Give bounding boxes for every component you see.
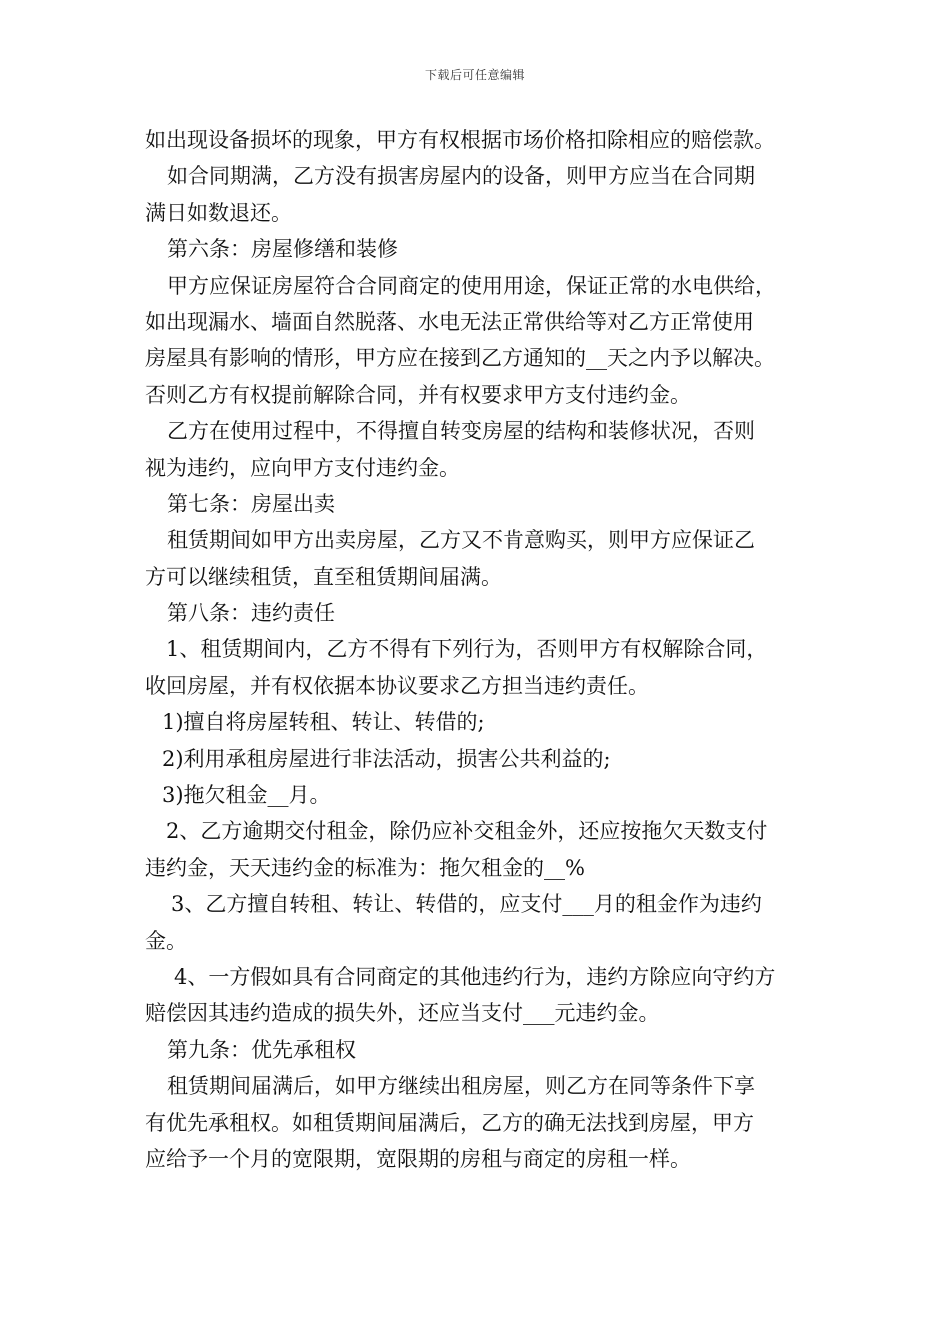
document-body [145,122,835,1177]
section-heading: 第七条：房屋出卖 [167,491,335,516]
paragraph-line: 违约金，天天违约金的标准为：拖欠租金的__% [145,855,585,880]
paragraph-line: 租赁期间如甲方出卖房屋，乙方又不肯意购买，则甲方应保证乙 [167,528,755,553]
section-heading: 第六条：房屋修缮和装修 [167,237,398,262]
paragraph-line: 应给予一个月的宽限期，宽限期的房租与商定的房租一样。 [145,1146,691,1171]
paragraph-line: 方可以继续租赁，直至租赁期间届满。 [145,564,502,589]
paragraph-line: 收回房屋，并有权依据本协议要求乙方担当违约责任。 [145,673,649,698]
paragraph-line: 金。 [145,928,187,953]
paragraph-line: 视为违约，应向甲方支付违约金。 [145,455,460,480]
paragraph-line: 如出现漏水、墙面自然脱落、水电无法正常供给等对乙方正常使用 [145,309,754,334]
paragraph-line: 如出现设备损坏的现象，甲方有权根据市场价格扣除相应的赔偿款。 [145,128,775,152]
paragraph-line: 甲方应保证房屋符合合同商定的使用用途，保证正常的水电供给， [167,273,776,298]
paragraph-line: 否则乙方有权提前解除合同，并有权要求甲方支付违约金。 [145,382,691,407]
list-item: 1)擅自将房屋转租、转让、转借的; [162,710,485,735]
paragraph-line: 3、乙方擅自转租、转让、转借的，应支付___月的租金作为违约 [171,892,762,917]
paragraph-line: 如合同期满，乙方没有损害房屋内的设备，则甲方应当在合同期 [167,164,755,189]
section-heading: 第九条：优先承租权 [167,1037,356,1062]
paragraph-line: 4、一方假如具有合同商定的其他违约行为，违约方除应向守约方 [174,964,776,989]
paragraph-line: 满日如数退还。 [145,200,292,225]
paragraph-line: 2、乙方逾期交付租金，除仍应补交租金外，还应按拖欠天数支付 [166,819,768,844]
list-item: 2)利用承租房屋进行非法活动，损害公共利益的; [162,746,611,771]
paragraph-line: 1、租赁期间内，乙方不得有下列行为，否则甲方有权解除合同， [166,637,768,662]
paragraph-line: 乙方在使用过程中，不得擅自转变房屋的结构和装修状况，否则 [167,419,755,444]
page-header: 下载后可任意编辑 [424,68,525,82]
paragraph-line: 赔偿因其违约造成的损失外，还应当支付___元违约金。 [145,1001,660,1026]
paragraph-line: 房屋具有影响的情形，甲方应在接到乙方通知的__天之内予以解决。 [145,346,775,371]
section-heading: 第八条：违约责任 [167,601,335,626]
paragraph-line: 租赁期间届满后，如甲方继续出租房屋，则乙方在同等条件下享 [167,1074,755,1099]
list-item: 3)拖欠租金__月。 [162,783,331,808]
paragraph-line: 有优先承租权。如租赁期间届满后，乙方的确无法找到房屋，甲方 [145,1110,754,1135]
